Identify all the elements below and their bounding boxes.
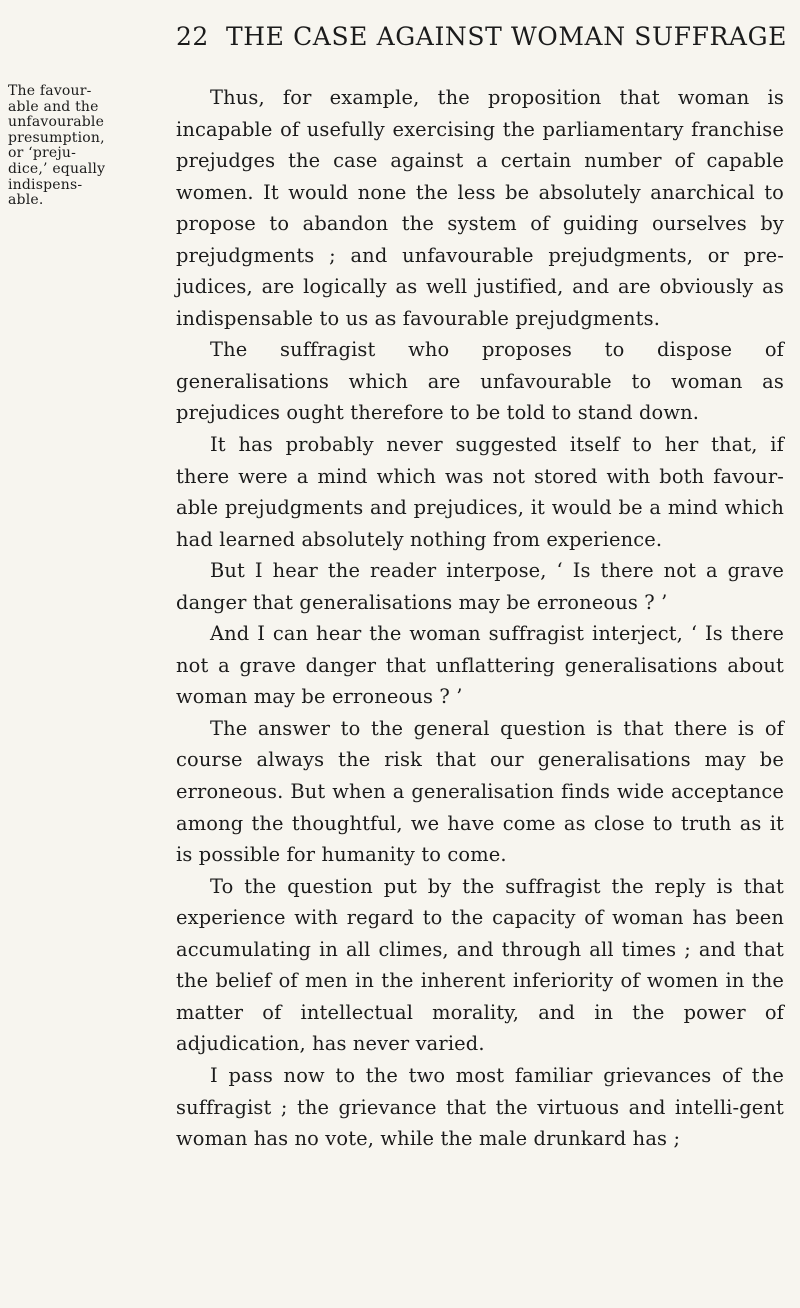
running-head [0, 22, 800, 58]
paragraph: To the question put by the suffragist the reply is that experience with regard to the capacity of woman has been accumulating in all climes, and through all times ; and that the belief of men in the inherent inferiority of women in the matter of intellectual morality, and in the power of adjudication, has never varied. [176, 874, 784, 1056]
paragraph: The suffragist who proposes to dispose of generalisations which are unfavourable to woman as prejudices ought therefore to be told to stand down. [176, 338, 784, 425]
paragraph: It has probably never suggested itself to her that, if there were a mind which was not stored with both favour-able prejudgments and prejudices, it would be a mind which had learned absolutely nothing from experience. [176, 433, 784, 551]
paragraph: And I can hear the woman suffragist interject, ‘ Is there not a grave danger that unflattering generalisations about woman may be erroneous ? ’ [176, 622, 784, 709]
paragraph: The answer to the general question is that there is of course always the risk that our generalisations may be erroneous. But when a generalisation finds wide acceptance among the thoughtful, we have come as close to truth as it is possible for humanity to come. [176, 716, 784, 867]
paragraph: I pass now to the two most familiar grievances of the suffragist ; the grievance that the virtuous and intelli-gent woman has no vote, while the male drunkard has ; [176, 1063, 784, 1151]
marginal-note: The favour- able and the unfavourable presumption, or ‘preju- dice,’ equally indispens- able. [8, 83, 106, 209]
running-title: THE CASE AGAINST WOMAN SUFFRAGE [226, 22, 788, 51]
paragraph: Thus, for example, the proposition that woman is incapable of usefully exercising the parliamentary franchise prejudges the case against a certain number of capable women. It would none the less be absolutely anarchical to propose to abandon the system of guiding ourselves by prejudgments ; and unfavourable prejudgments, or pre-judices, are logically as well justified, and are obviously as indispensable to us as favourable prejudgments. [176, 86, 784, 330]
body-text [176, 82, 784, 1155]
paragraph: But I hear the reader interpose, ‘ Is there not a grave danger that generalisations may be erroneous ? ’ [176, 559, 784, 614]
page-number: 22 [176, 22, 209, 51]
